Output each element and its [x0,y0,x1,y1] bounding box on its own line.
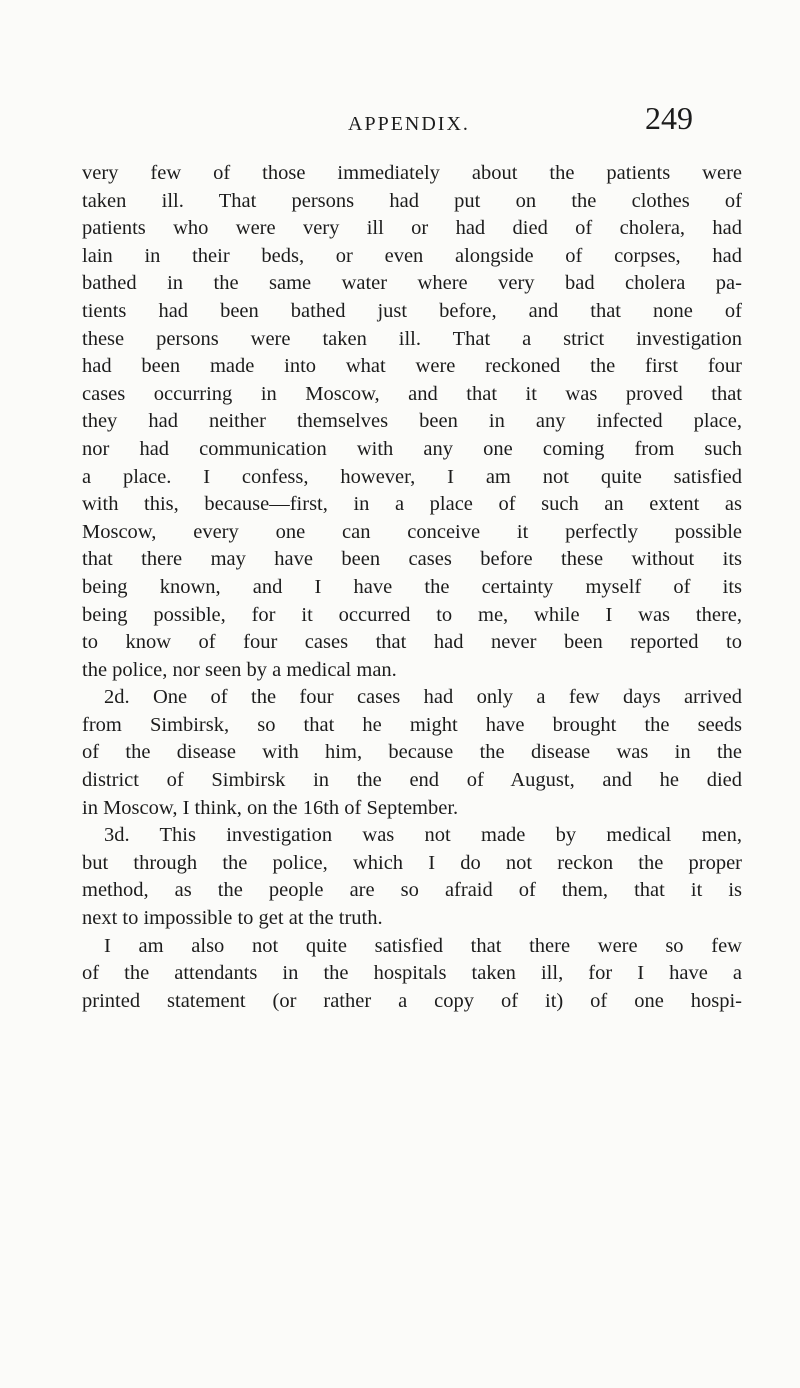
text-line: printed statement (or rather a copy of it) of one hospi- [82,989,742,1012]
text-line: patients who were very ill or had died of cholera, had [82,217,742,240]
page-number: 249 [645,100,693,136]
text-line: of the disease with him, because the disease was in the [82,741,742,764]
text-line: taken ill. That persons had put on the clothes of [82,189,742,212]
text-line: of the attendants in the hospitals taken ill, for I have a [82,962,742,985]
text-line: being possible, for it occurred to me, while I was there, [82,603,742,626]
text-line: district of Simbirsk in the end of August, and he died [82,769,742,792]
text-line: had been made into what were reckoned the first four [82,355,742,378]
text-line: tients had been bathed just before, and that none of [82,299,742,322]
text-line: nor had communication with any one coming from such [82,437,742,460]
text-line: these persons were taken ill. That a strict investigation [82,327,742,350]
text-line: lain in their beds, or even alongside of corpses, had [82,244,742,267]
text-line: Moscow, every one can conceive it perfectly possible [82,520,742,543]
running-head [0,100,800,140]
text-line: in Moscow, I think, on the 16th of September. [82,796,459,819]
text-line: a place. I confess, however, I am not quite satisfied [82,465,742,488]
text-line: with this, because—first, in a place of such an extent as [82,493,742,516]
text-line: the police, nor seen by a medical man. [82,658,397,681]
text-line: they had neither themselves been in any infected place, [82,410,742,433]
text-line: I am also not quite satisfied that there were so few [104,934,742,957]
text-line: from Simbirsk, so that he might have brought the seeds [82,713,742,736]
text-line: cases occurring in Moscow, and that it was proved that [82,382,742,405]
text-line: but through the police, which I do not reckon the proper [82,851,742,874]
text-line: that there may have been cases before these without its [82,548,742,571]
text-line: being known, and I have the certainty myself of its [82,575,742,598]
text-line: bathed in the same water where very bad cholera pa- [82,272,742,295]
running-title: APPENDIX. [348,113,470,135]
text-line: 2d. One of the four cases had only a few days arrived [104,686,742,709]
text-line: method, as the people are so afraid of them, that it is [82,879,742,902]
text-line: to know of four cases that had never been reported to [82,631,742,654]
text-line: very few of those immediately about the patients were [82,162,742,184]
text-line: 3d. This investigation was not made by medical men, [104,824,742,847]
text-line: next to impossible to get at the truth. [82,907,383,930]
body-text [82,160,742,1015]
